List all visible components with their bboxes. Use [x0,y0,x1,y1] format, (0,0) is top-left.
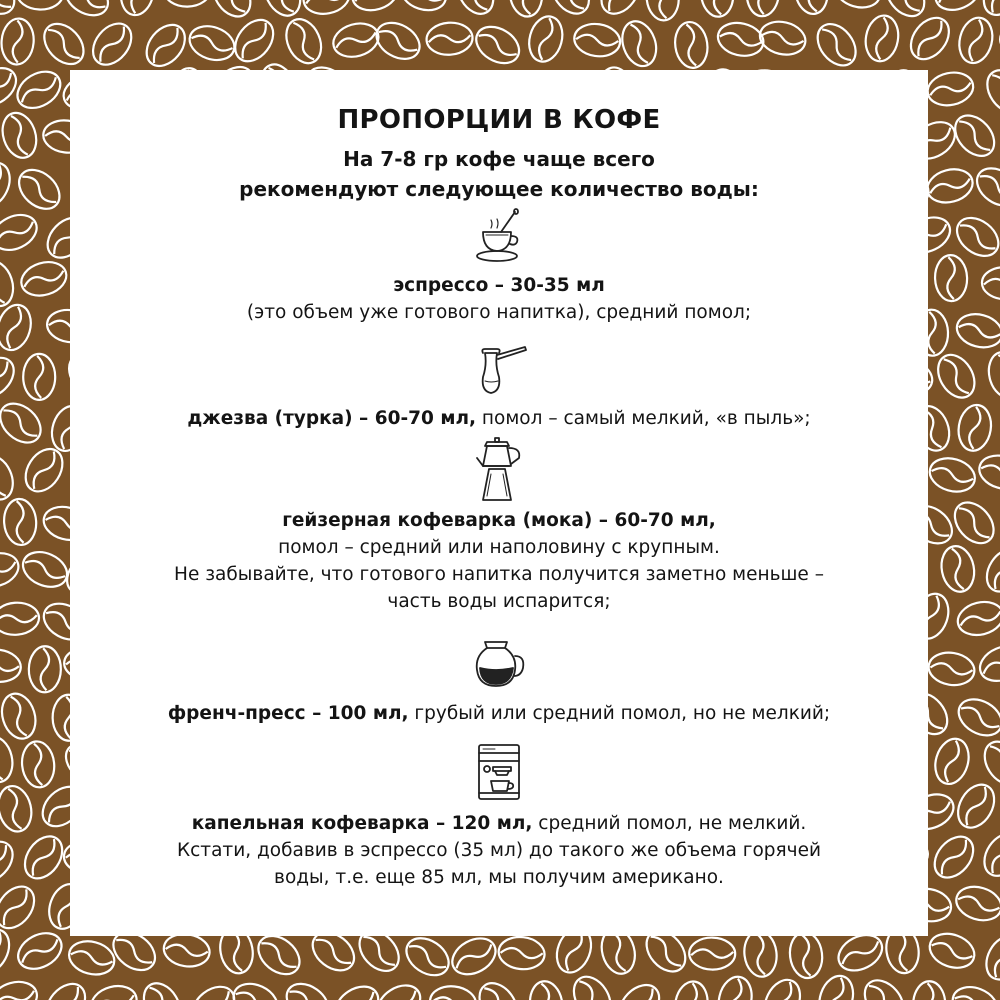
method-note: Не забывайте, что готового напитка получится заметно меньше – [174,564,824,585]
method-note: (это объем уже готового напитка), средний помол; [246,302,752,323]
method-note: часть воды испарится; [387,591,611,612]
method-volume: капельная кофеварка – 120 мл, [191,813,533,834]
intro-text [70,144,928,204]
espresso-cup-icon [471,208,527,266]
method-note: Кстати, добавив в эспрессо (35 мл) до такого же объема горячей [177,840,821,861]
info-card [70,70,928,936]
method-note: помол – средний или наполовину с крупным. [278,537,720,558]
cezve-turka-icon [467,341,531,397]
method-volume: джезва (турка) – 60-70 мл, [187,408,477,429]
method-line: джезва (турка) – 60-70 мл, помол – самый мелкий, «в пыль»; [187,408,811,429]
intro-line: рекомендуют следующее количество воды: [239,177,759,201]
method-volume: гейзерная кофеварка (мока) – 60-70 мл, [282,510,716,531]
french-press-icon [469,638,529,690]
drip-coffee-maker-icon [471,741,527,801]
method-volume: френч-пресс – 100 мл, [167,703,409,724]
intro-line: На 7-8 гр кофе чаще всего [343,147,655,171]
method-note: воды, т.е. еще 85 мл, мы получим американо. [274,867,724,888]
method-line [70,507,928,534]
method-line: френч-пресс – 100 мл, грубый или средний помол, но не мелкий; [167,703,831,724]
method-line [70,272,928,299]
page-title: ПРОПОРЦИИ В КОФЕ [337,105,661,135]
moka-pot-icon [469,436,529,502]
method-line: капельная кофеварка – 120 мл, средний помол, не мелкий. [191,813,807,834]
method-volume: эспрессо – 30-35 мл [393,275,605,296]
